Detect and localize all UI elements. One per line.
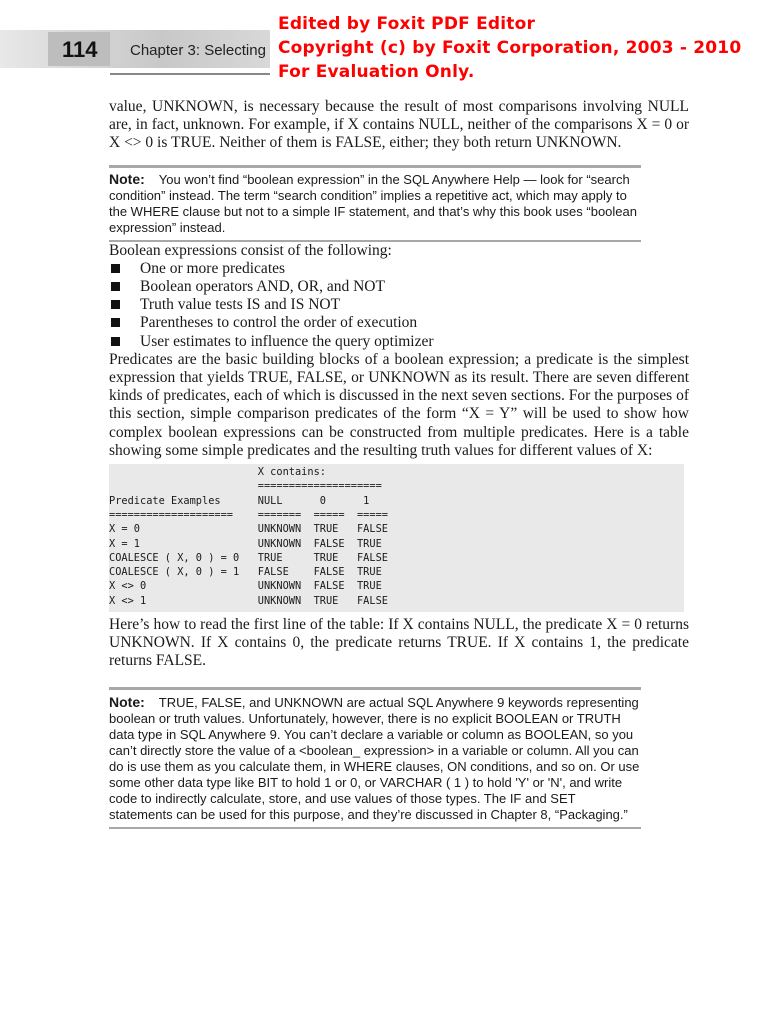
- square-bullet-icon: [111, 318, 120, 327]
- list-item-text: Truth value tests IS and IS NOT: [140, 296, 341, 314]
- note-label: Note:: [109, 170, 145, 187]
- bullet-list: [109, 260, 689, 351]
- list-item: [109, 314, 689, 332]
- list-item: [109, 278, 689, 296]
- watermark-line-1: Edited by Foxit PDF Editor: [278, 14, 536, 34]
- square-bullet-icon: [111, 282, 120, 291]
- evaluation-watermark: [278, 12, 741, 84]
- note-label: Note:: [109, 693, 145, 710]
- note-text: You won’t find “boolean expression” in the SQL Anywhere Help — look for “search condition” instead. The term “search condition” implies a repetitive act, which may apply to the WHERE clause but not to a simple IF statement, and that’s why this book uses “boolean expression” instead.: [109, 171, 637, 235]
- chapter-title: Chapter 3: Selecting: [130, 42, 266, 59]
- square-bullet-icon: [111, 300, 120, 309]
- page-number: 114: [62, 37, 98, 62]
- list-item: [109, 333, 689, 351]
- paragraph-boolean-consist: Boolean expressions consist of the following:: [109, 241, 392, 259]
- note-text: TRUE, FALSE, and UNKNOWN are actual SQL Anywhere 9 keywords representing boolean or truth values. Unfortunately, however, there is no explicit BOOLEAN or TRUTH data type in SQL Anywhere 9. You can’t declare a variable or column as BOOLEAN, so you can’t directly store the value of a <boolean_ expression> in a variable or column. All you can do is use them as you calculate them, in WHERE clauses, ON conditions, and so on. Or use some other data type like BIT to hold 1 or 0, or VARCHAR ( 1 ) to hold 'Y' or 'N', and write code to indirectly calculate, store, and use values of those types. The IF and SET statements can be used for this purpose, and they’re discussed in Chapter 8, “Packaging.”: [109, 694, 640, 822]
- page-content: [109, 98, 689, 829]
- watermark-line-2: Copyright (c) by Foxit Corporation, 2003 - 2010: [278, 38, 742, 58]
- list-item-text: Boolean operators AND, OR, and NOT: [140, 278, 385, 296]
- square-bullet-icon: [111, 264, 120, 273]
- code-text: X contains: ==================== Predicate Examples NULL 0 1 ==================== ======= ===== ===== X = 0 UNKNOWN TRUE FALSE X = 1 UNKNOWN FALSE TRUE COALESCE ( X, 0 ) = 0 TRUE TRUE FALSE COALESCE ( X, 0 ) = 1 FALSE FALSE TRUE X <> 0 UNKNOWN FALSE TRUE X <> 1 UNKNOWN TRUE FALSE: [109, 466, 388, 607]
- note-boolean-expression: [109, 165, 641, 242]
- header-rule: [110, 73, 270, 75]
- note-truth-keywords: [109, 687, 641, 829]
- list-item: [109, 260, 689, 278]
- list-item-text: User estimates to influence the query optimizer: [140, 332, 434, 350]
- square-bullet-icon: [111, 337, 120, 346]
- list-item: [109, 296, 689, 314]
- truth-table-code: [109, 464, 684, 612]
- watermark-line-3: For Evaluation Only.: [278, 62, 475, 82]
- list-item-text: One or more predicates: [140, 259, 286, 277]
- paragraph-read-table: Here’s how to read the first line of the table: If X contains NULL, the predicate X = 0 returns UNKNOWN. If X contains 0, the predicate returns TRUE. If X contains 1, the predicate returns FALSE.: [109, 616, 689, 670]
- paragraph-predicates: Predicates are the basic building blocks of a boolean expression; a predicate is the simplest expression that yields TRUE, FALSE, or UNKNOWN as its result. There are seven different kinds of predicates, each of which is discussed in the next seven sections. For the purposes of this section, simple comparison predicates of the form “X = Y” will be used to show how complex boolean expressions can be constructed from multiple predicates. Here is a table showing some simple predicates and the resulting truth values for different values of X:: [109, 350, 689, 459]
- paragraph-unknown-intro: value, UNKNOWN, is necessary because the result of most comparisons involving NULL are, in fact, unknown. For example, if X contains NULL, neither of the comparisons X = 0 or X <> 0 is TRUE. Neither of them is FALSE, either; they both return UNKNOWN.: [109, 98, 689, 152]
- list-item-text: Parentheses to control the order of execution: [140, 314, 418, 332]
